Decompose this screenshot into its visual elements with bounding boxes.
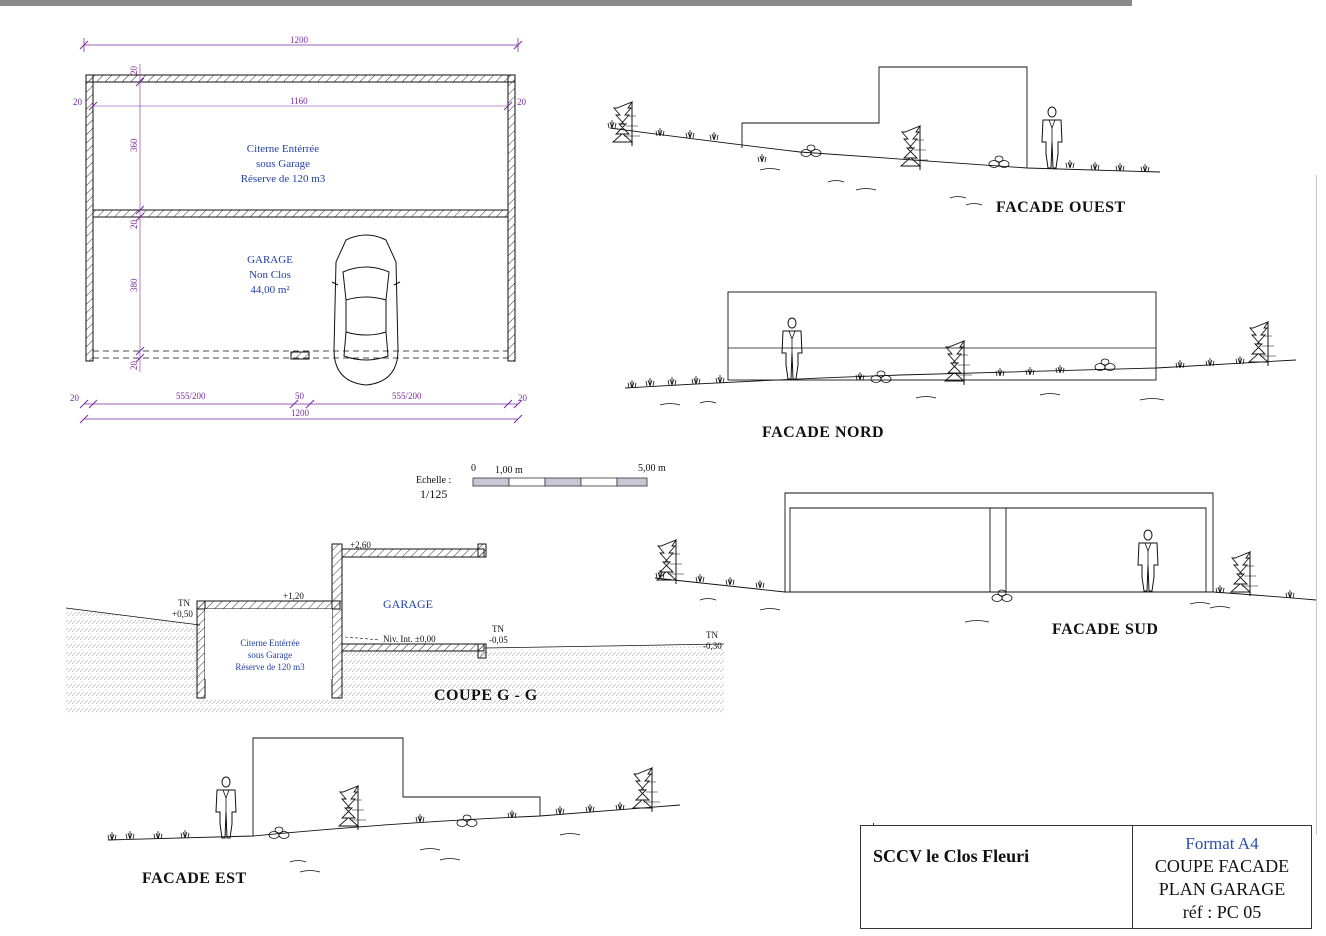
section-level-cistern-roof: +1,20 <box>283 591 304 601</box>
section-tn-right-value: -0,30 <box>703 641 722 651</box>
facade-sud <box>655 493 1316 638</box>
drawing-title-line2: PLAN GARAGE <box>1158 879 1286 899</box>
title-block-client-cell <box>861 826 1133 928</box>
plan-dim-center: 50 <box>295 391 304 401</box>
facade-nord <box>625 292 1296 441</box>
plan-dim-wall-mid: 20 <box>129 220 139 229</box>
plan-cistern-line3: Réserve de 120 m3 <box>240 173 326 185</box>
garage-floor-plan <box>70 35 528 423</box>
section-niv-int: Niv. Int. ±0,00 <box>383 634 436 644</box>
scale-zero: 0 <box>471 463 476 474</box>
plan-dim-wall-top: 20 <box>129 66 139 75</box>
plan-garage-line2: Non Clos <box>249 269 291 281</box>
plan-garage-line3: 44,00 m² <box>250 284 290 296</box>
plan-dim-left-bay: 555/200 <box>176 391 206 401</box>
plan-dim-wall-bottom: 20 <box>129 361 139 370</box>
section-tn-right-label: TN <box>706 630 718 640</box>
section-garage-label: GARAGE <box>383 597 433 611</box>
plan-dim-garage: 380 <box>129 278 139 292</box>
plan-dim-right-bay: 555/200 <box>392 391 422 401</box>
plan-dim-bottom-wall-left: 20 <box>70 393 79 403</box>
scale-five-meter: 5,00 m <box>638 463 666 474</box>
scale-bar <box>416 463 666 501</box>
facade-nord-title: FACADE NORD <box>762 424 885 441</box>
plan-dim-cistern: 360 <box>129 138 139 152</box>
plan-dim-bottom-wall-right: 20 <box>518 393 527 403</box>
title-block <box>860 825 1312 929</box>
facade-ouest <box>608 67 1160 216</box>
plan-dim-inner: 1160 <box>290 96 308 106</box>
section-cistern-line1: Citerne Entérrée <box>240 638 300 648</box>
plan-dim-total-bottom: 1200 <box>291 408 309 418</box>
plan-cistern-line2: sous Garage <box>255 158 311 170</box>
scale-ratio: 1/125 <box>420 487 448 501</box>
facade-ouest-title: FACADE OUEST <box>996 199 1126 216</box>
facade-est-title: FACADE EST <box>142 870 247 887</box>
section-level-garage-roof: +2,60 <box>350 540 371 550</box>
format-label: Format A4 <box>1185 834 1259 853</box>
section-cistern-line3: Réserve de 120 m3 <box>235 662 305 672</box>
scale-label: Echelle : <box>416 475 452 486</box>
section-tn-mid-label: TN <box>492 624 504 634</box>
section-coupe-gg <box>66 540 724 714</box>
car-icon <box>332 235 400 385</box>
section-cistern-line2: sous Garage <box>247 650 293 660</box>
plan-dim-total-top: 1200 <box>290 35 308 45</box>
section-tn-left-value: +0,50 <box>172 609 193 619</box>
plan-garage-line1: GARAGE <box>247 254 293 266</box>
plan-dim-wall-right: 20 <box>517 97 526 107</box>
scale-one-meter: 1,00 m <box>495 465 523 476</box>
facade-est <box>108 738 680 887</box>
client-name: SCCV le Clos Fleuri <box>873 846 1030 866</box>
section-title: COUPE G - G <box>434 687 538 704</box>
facade-sud-title: FACADE SUD <box>1052 621 1159 638</box>
drawing-reference: réf : PC 05 <box>1182 902 1262 922</box>
title-block-info-cell <box>1133 826 1311 928</box>
plan-dim-wall-left: 20 <box>73 97 82 107</box>
section-tn-mid-value: -0,05 <box>489 635 508 645</box>
section-tn-left-label: TN <box>178 598 190 608</box>
drawing-title-line1: COUPE FACADE <box>1154 856 1290 876</box>
plan-cistern-line1: Citerne Entérrée <box>246 143 320 155</box>
